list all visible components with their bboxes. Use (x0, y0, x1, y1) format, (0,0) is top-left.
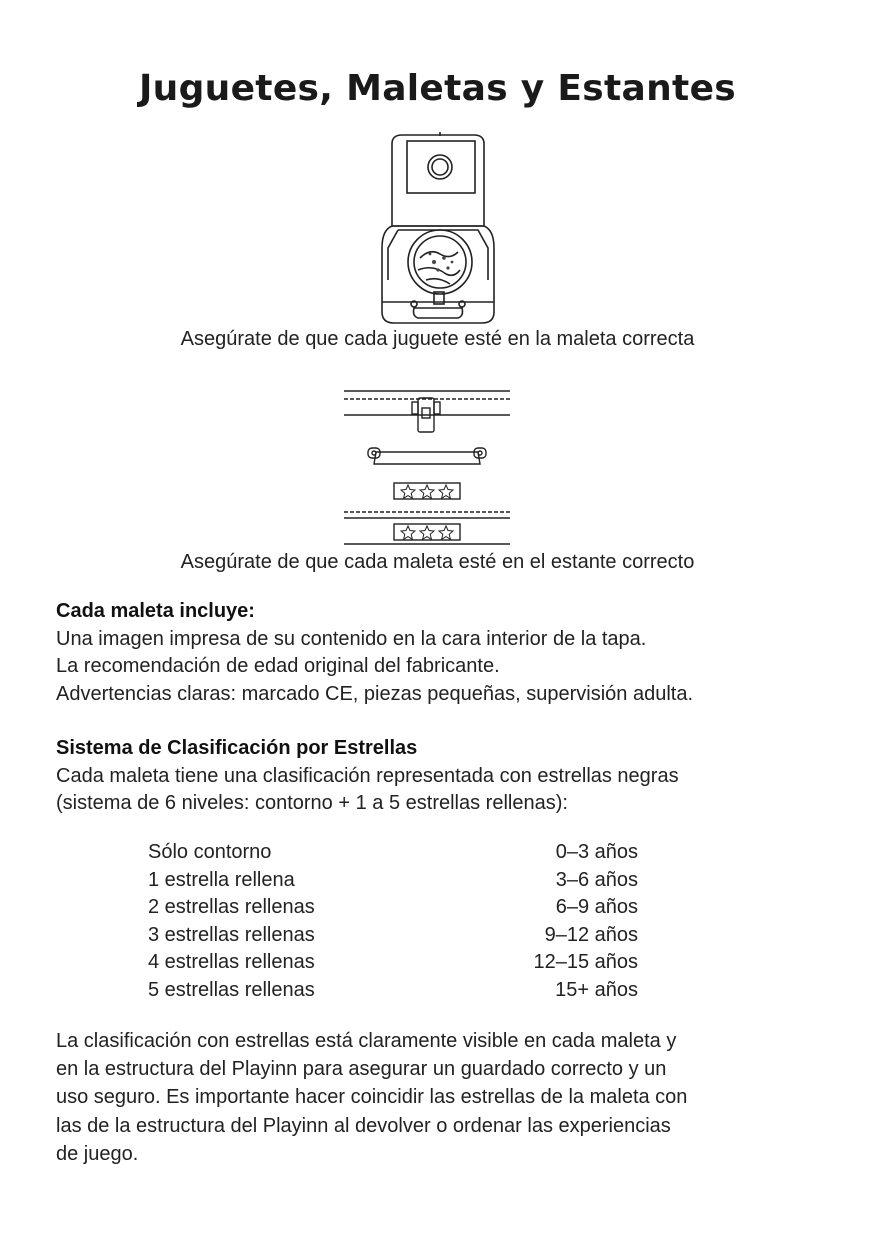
includes-item: Una imagen impresa de su contenido en la cara interior de la tapa. (56, 627, 647, 650)
shelf-caption: Asegúrate de que cada maleta esté en el estante correcto (180, 551, 695, 573)
age-row (148, 839, 638, 867)
open-suitcase-illustration (378, 130, 498, 328)
includes-item: Advertencias claras: marcado CE, piezas pequeñas, supervisión adulta. (56, 682, 694, 705)
rating-level: 2 estrellas rellenas (148, 896, 315, 919)
age-row (148, 949, 638, 977)
includes-item: La recomendación de edad original del fabricante. (56, 655, 500, 677)
includes-heading: Cada maleta incluye: (56, 600, 255, 622)
age-range: 12–15 años (533, 951, 638, 974)
rating-heading: Sistema de Clasificación por Estrellas (56, 737, 418, 759)
rating-intro-line: (sistema de 6 niveles: contorno + 1 a 5 estrellas rellenas): (56, 792, 568, 814)
age-range: 6–9 años (555, 896, 638, 919)
rating-level: 5 estrellas rellenas (148, 978, 315, 1001)
closing-line: uso seguro. Es importante hacer coincidir las estrellas de la maleta con (56, 1086, 688, 1109)
closing-line: las de la estructura del Playinn al devolver o ordenar las experiencias (56, 1114, 671, 1137)
age-row (148, 977, 638, 1005)
age-range: 9–12 años (544, 923, 638, 946)
page-title: Juguetes, Maletas y Estantes (138, 68, 737, 109)
age-range: 0–3 años (555, 841, 638, 863)
rating-intro-line: Cada maleta tiene una clasificación representada con estrellas negras (56, 764, 679, 787)
closing-line: La clasificación con estrellas está claramente visible en cada maleta y (56, 1030, 677, 1052)
shelf-illustration (342, 388, 512, 548)
closing-line: en la estructura del Playinn para asegurar un guardado correcto y un (56, 1058, 667, 1081)
age-range: 3–6 años (555, 868, 638, 891)
age-row (148, 867, 638, 895)
suitcase-caption: Asegúrate de que cada juguete esté en la maleta correcta (180, 328, 695, 350)
age-range: 15+ años (555, 978, 638, 1001)
age-rating-table (148, 839, 638, 1005)
includes-section (56, 598, 836, 708)
rating-level: Sólo contorno (148, 841, 272, 863)
rating-level: 4 estrellas rellenas (148, 951, 315, 974)
age-row (148, 922, 638, 950)
closing-paragraph (56, 1027, 831, 1168)
rating-section (56, 735, 836, 818)
age-row (148, 894, 638, 922)
rating-level: 1 estrella rellena (148, 868, 295, 891)
closing-line: de juego. (56, 1142, 139, 1165)
rating-level: 3 estrellas rellenas (148, 923, 315, 946)
